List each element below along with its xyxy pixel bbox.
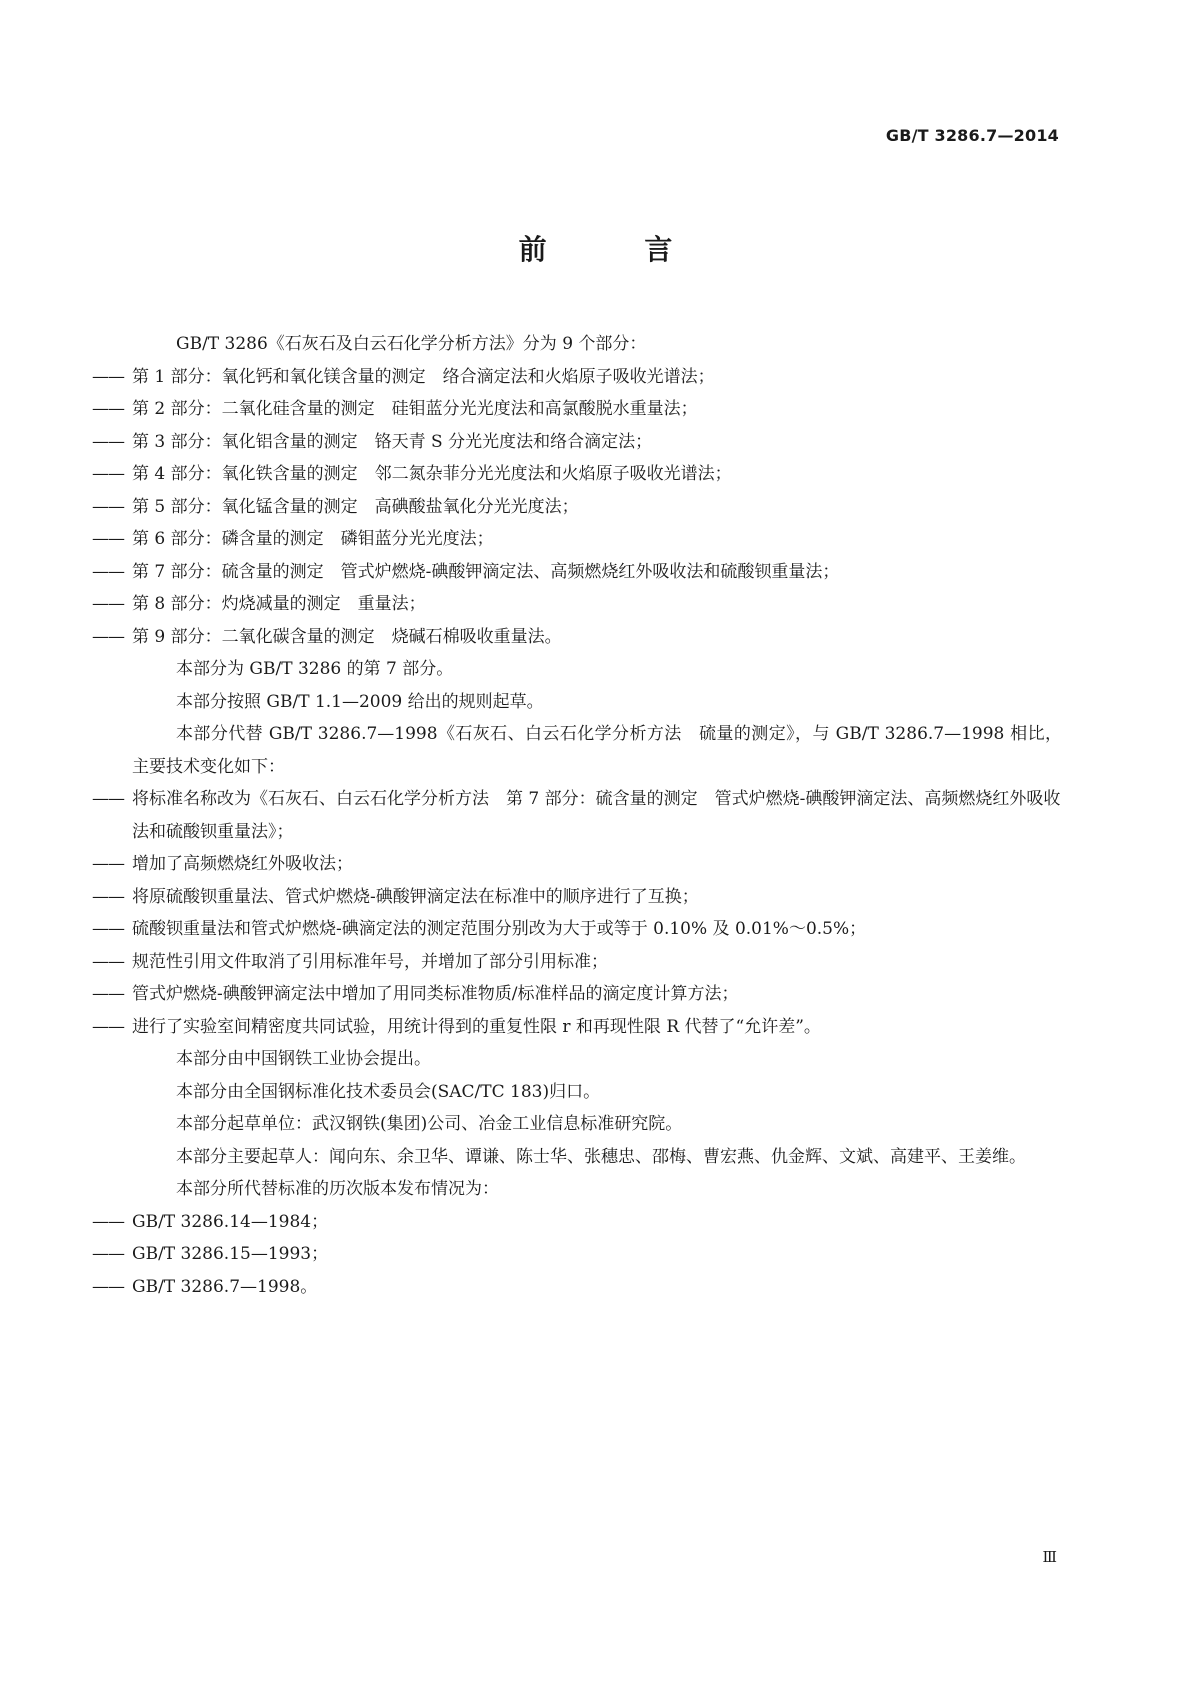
change-list-item	[92, 978, 1062, 1011]
dash-marker: ——	[92, 984, 124, 1004]
page-number: Ⅲ	[1042, 1548, 1057, 1566]
page-title: 前 言	[518, 233, 717, 266]
dash-marker: ——	[92, 919, 124, 939]
part-list-item	[92, 426, 1062, 459]
this-part-paragraph: 本部分为 GB/T 3286 的第 7 部分。	[176, 659, 454, 679]
dash-marker: ——	[92, 431, 124, 452]
part-text: 第 4 部分：氧化铁含量的测定 邻二氮杂菲分光光度法和火焰原子吸收光谱法；	[132, 464, 732, 484]
change-text: 规范性引用文件取消了引用标准年号，并增加了部分引用标准；	[132, 951, 608, 972]
change-text: 进行了实验室间精密度共同试验，用统计得到的重复性限 r 和再现性限 R 代替了“允许差”。	[132, 1016, 821, 1037]
history-text: GB/T 3286.7—1998。	[132, 1276, 318, 1297]
part-text: 第 3 部分：氧化铝含量的测定 铬天青 S 分光光度法和络合滴定法；	[132, 431, 653, 452]
part-list-item	[92, 361, 1062, 394]
standard-code: GB/T 3286.7—2014	[885, 126, 1059, 145]
drafting-units-paragraph: 本部分起草单位：武汉钢铁(集团)公司、冶金工业信息标准研究院。	[176, 1114, 683, 1134]
dash-marker: ——	[92, 1276, 124, 1297]
dash-marker: ——	[92, 464, 124, 484]
history-list-item	[92, 1238, 1062, 1271]
dash-marker: ——	[92, 1211, 124, 1232]
drafting-rules-paragraph: 本部分按照 GB/T 1.1—2009 给出的规则起草。	[176, 691, 544, 712]
part-text: 第 6 部分：磷含量的测定 磷钼蓝分光光度法；	[132, 529, 494, 549]
dash-marker: ——	[92, 561, 124, 582]
part-list-item	[92, 556, 1062, 589]
history-list-item	[92, 1271, 1062, 1304]
part-list-item	[92, 523, 1062, 556]
part-text: 第 5 部分：氧化锰含量的测定 高碘酸盐氧化分光光度法；	[132, 496, 579, 517]
dash-marker: ——	[92, 399, 124, 419]
change-list-item	[92, 783, 1062, 848]
history-list-item	[92, 1206, 1062, 1239]
part-list-item	[92, 458, 1062, 491]
drafters-paragraph: 本部分主要起草人：闻向东、余卫华、谭谦、陈士华、张穗忠、邵梅、曹宏燕、仇金辉、文斌、高建平、王姜维。	[176, 1146, 1026, 1167]
dash-marker: ——	[92, 626, 124, 647]
history-text: GB/T 3286.14—1984；	[132, 1211, 329, 1232]
change-text: 增加了高频燃烧红外吸收法；	[132, 854, 353, 874]
dash-marker: ——	[92, 366, 124, 387]
part-list-item	[92, 588, 1062, 621]
change-list-item	[92, 946, 1062, 979]
change-text: 管式炉燃烧-碘酸钾滴定法中增加了用同类标准物质/标准样品的滴定度计算方法；	[132, 984, 739, 1004]
dash-marker: ——	[92, 886, 124, 907]
change-list-item	[92, 848, 1062, 881]
part-text: 第 7 部分：硫含量的测定 管式炉燃烧-碘酸钾滴定法、高频燃烧红外吸收法和硫酸钡重量法；	[132, 561, 840, 582]
change-list-item	[92, 913, 1062, 946]
dash-marker: ——	[92, 951, 124, 972]
history-text: GB/T 3286.15—1993；	[132, 1244, 329, 1264]
dash-marker: ——	[92, 496, 124, 517]
part-text: 第 2 部分：二氧化硅含量的测定 硅钼蓝分光光度法和高氯酸脱水重量法；	[132, 399, 698, 419]
dash-marker: ——	[92, 789, 124, 809]
dash-marker: ——	[92, 1016, 124, 1037]
dash-marker: ——	[92, 594, 124, 614]
change-text: 将原硫酸钡重量法、管式炉燃烧-碘酸钾滴定法在标准中的顺序进行了互换；	[132, 886, 699, 907]
intro-paragraph: GB/T 3286《石灰石及白云石化学分析方法》分为 9 个部分：	[176, 334, 647, 354]
part-list-item	[92, 621, 1062, 654]
change-text: 硫酸钡重量法和管式炉燃烧-碘滴定法的测定范围分别改为大于或等于 0.10% 及 0.01%～0.5%；	[132, 919, 867, 939]
dash-marker: ——	[92, 1244, 124, 1264]
part-text: 第 1 部分：氧化钙和氧化镁含量的测定 络合滴定法和火焰原子吸收光谱法；	[132, 366, 715, 387]
replaces-paragraph: 本部分代替 GB/T 3286.7—1998《石灰石、白云石化学分析方法 硫量的测定》，与 GB/T 3286.7—1998 相比，主要技术变化如下：	[132, 724, 1062, 777]
change-list-item	[92, 1011, 1062, 1044]
document-body	[92, 328, 1062, 1303]
part-text: 第 8 部分：灼烧减量的测定 重量法；	[132, 594, 426, 614]
dash-marker: ——	[92, 854, 124, 874]
dash-marker: ——	[92, 529, 124, 549]
proposed-by-paragraph: 本部分由中国钢铁工业协会提出。	[176, 1049, 431, 1069]
part-text: 第 9 部分：二氧化碳含量的测定 烧碱石棉吸收重量法。	[132, 626, 562, 647]
centralized-by-paragraph: 本部分由全国钢标准化技术委员会(SAC/TC 183)归口。	[176, 1081, 601, 1102]
part-list-item	[92, 393, 1062, 426]
part-list-item	[92, 491, 1062, 524]
change-list-item	[92, 881, 1062, 914]
change-text: 将标准名称改为《石灰石、白云石化学分析方法 第 7 部分：硫含量的测定 管式炉燃烧-碘酸钾滴定法、高频燃烧红外吸收法和硫酸钡重量法》；	[132, 789, 1061, 842]
history-intro-paragraph: 本部分所代替标准的历次版本发布情况为：	[176, 1179, 499, 1199]
